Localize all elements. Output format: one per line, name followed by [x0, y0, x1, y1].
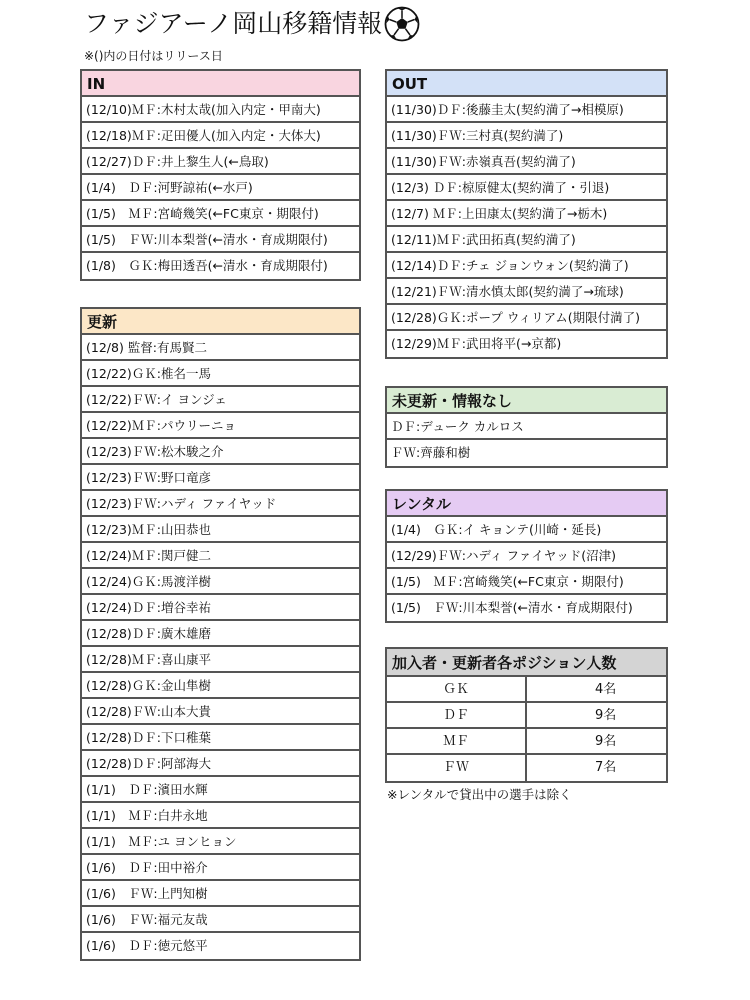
position-count-header: 加入者・更新者各ポジション人数	[387, 649, 666, 677]
list-item: (1/6) ＤＦ:徳元悠平	[86, 938, 208, 953]
list-item: (1/8) ＧＫ:梅田透吾(←清水・育成期限付)	[86, 258, 328, 273]
table-row	[387, 677, 666, 703]
updates-header: 更新	[82, 309, 359, 335]
list-item: (12/23)ＦＷ:松木駿之介	[82, 439, 359, 465]
out-panel	[385, 69, 668, 359]
list-item: (1/1) ＤＦ:濱田水輝	[82, 777, 359, 803]
list-item: (11/30)ＤＦ:後藤圭太(契約満了→相模原)	[387, 97, 666, 123]
list-item: (11/30)ＦＷ:三村真(契約満了)	[387, 123, 666, 149]
list-item: (12/8) 監督:有馬賢二	[82, 335, 359, 361]
list-item: (12/22)ＦＷ:イ ヨンジェ	[82, 387, 359, 413]
list-item: (12/24)ＤＦ:増谷幸祐	[82, 595, 359, 621]
list-item: (12/10)ＭＦ:木村太哉(加入内定・甲南大)	[82, 97, 359, 123]
list-item: (12/28)ＤＦ:下口稚葉	[82, 725, 359, 751]
not-updated-panel	[385, 386, 668, 468]
list-item: (12/23)ＦＷ:野口竜彦	[82, 465, 359, 491]
list-item: (11/30)ＦＷ:赤嶺真吾(契約満了)	[387, 149, 666, 175]
list-item: (12/23)ＦＷ:ハディ ファイヤッド	[82, 491, 359, 517]
count-cell: 4名	[595, 682, 617, 697]
list-item: (12/22)ＧＫ:椎名一馬	[82, 361, 359, 387]
list-item: (12/3) ＤＦ:椋原健太(契約満了・引退)	[387, 175, 666, 201]
list-item: (1/6) ＦＷ:上門知樹	[82, 881, 359, 907]
in-header: IN	[82, 71, 359, 97]
list-item: (12/28)ＦＷ:山本大貴	[82, 699, 359, 725]
list-item: (12/23)ＭＦ:山田恭也	[82, 517, 359, 543]
rental-panel	[385, 489, 668, 623]
list-item: (12/28)ＤＦ:廣木雄磨	[82, 621, 359, 647]
table-row	[387, 755, 666, 781]
list-item: (1/4) ＤＦ:河野諒祐(←水戸)	[82, 175, 359, 201]
list-item: (1/1) ＭＦ:白井永地	[82, 803, 359, 829]
page-title: ファジアーノ岡山移籍情報	[84, 9, 383, 38]
release-date-note: ※()内の日付はリリース日	[84, 49, 223, 63]
position-cell: ＤＦ	[387, 703, 527, 727]
position-cell: ＦＷ	[387, 755, 527, 781]
position-cell: ＭＦ	[387, 729, 527, 753]
list-item: (12/24)ＧＫ:馬渡洋樹	[82, 569, 359, 595]
list-item: (1/5) ＦＷ:川本梨誉(←清水・育成期限付)	[82, 227, 359, 253]
list-item: (12/29)ＦＷ:ハディ ファイヤッド(沼津)	[387, 543, 666, 569]
updates-panel	[80, 307, 361, 961]
list-item: (12/18)ＭＦ:疋田優人(加入内定・大体大)	[82, 123, 359, 149]
list-item: (1/5) ＭＦ:宮崎幾笑(←FC東京・期限付)	[82, 201, 359, 227]
list-item: (12/28)ＧＫ:ポープ ウィリアム(期限付満了)	[387, 305, 666, 331]
table-row	[387, 703, 666, 729]
list-item: (12/28)ＭＦ:喜山康平	[82, 647, 359, 673]
list-item: (12/29)ＭＦ:武田将平(→京都)	[391, 336, 562, 351]
list-item: (12/28)ＤＦ:阿部海大	[82, 751, 359, 777]
list-item: (12/28)ＧＫ:金山隼樹	[82, 673, 359, 699]
list-item: (12/21)ＦＷ:清水慎太郎(契約満了→琉球)	[387, 279, 666, 305]
position-cell: ＧＫ	[387, 677, 527, 701]
list-item: (1/6) ＤＦ:田中裕介	[82, 855, 359, 881]
list-item: (1/4) ＧＫ:イ キョンテ(川崎・延長)	[387, 517, 666, 543]
list-item: ＤＦ:デューク カルロス	[387, 414, 666, 440]
not-updated-header: 未更新・情報なし	[387, 388, 666, 414]
list-item: ＦＷ:齊藤和樹	[391, 445, 471, 460]
count-cell: 9名	[595, 708, 617, 723]
out-header: OUT	[387, 71, 666, 97]
rental-footnote: ※レンタルで貸出中の選手は除く	[387, 787, 572, 802]
list-item: (1/6) ＦＷ:福元友哉	[82, 907, 359, 933]
list-item: (12/22)ＭＦ:パウリーニョ	[82, 413, 359, 439]
count-cell: 9名	[595, 734, 617, 749]
count-cell: 7名	[595, 760, 617, 775]
list-item: (1/5) ＦＷ:川本梨誉(←清水・育成期限付)	[391, 600, 633, 615]
rental-header: レンタル	[387, 491, 666, 517]
list-item: (12/7) ＭＦ:上田康太(契約満了→栃木)	[387, 201, 666, 227]
list-item: (12/27)ＤＦ:井上黎生人(←鳥取)	[82, 149, 359, 175]
soccer-ball-icon	[384, 6, 420, 42]
list-item: (12/14)ＤＦ:チェ ジョンウォン(契約満了)	[387, 253, 666, 279]
list-item: (1/5) ＭＦ:宮崎幾笑(←FC東京・期限付)	[387, 569, 666, 595]
in-panel	[80, 69, 361, 281]
list-item: (12/11)ＭＦ:武田拓真(契約満了)	[387, 227, 666, 253]
table-row	[387, 729, 666, 755]
list-item: (12/24)ＭＦ:関戸健二	[82, 543, 359, 569]
list-item: (1/1) ＭＦ:ユ ヨンヒョン	[82, 829, 359, 855]
position-count-table	[385, 647, 668, 783]
